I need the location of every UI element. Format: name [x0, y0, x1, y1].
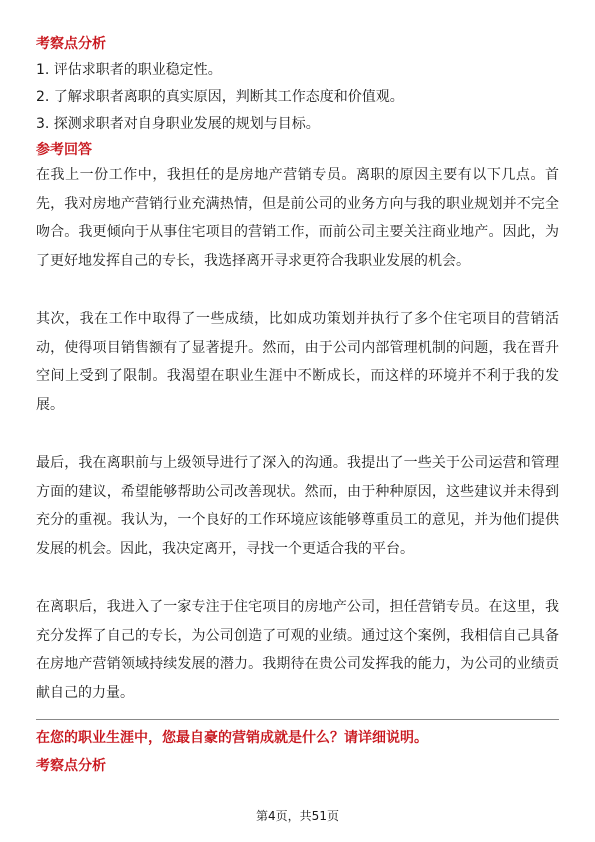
answer-heading: 参考回答 [36, 142, 92, 158]
analysis-heading: 考察点分析 [36, 36, 106, 52]
answer-paragraph-3: 最后，我在离职前与上级领导进行了深入的沟通。我提出了一些关于公司运营和管理方面的建议，希望能够帮助公司改善现状。然而，由于种种原因，这些建议并未得到充分的重视。我认为，一个良好的工作环境应该能够尊重员工的意见，并为他们提供发展的机会。因此，我决定离开，寻找一个更适合我的平台。 [36, 455, 559, 557]
analysis-item-2: 2. 了解求职者离职的真实原因，判断其工作态度和价值观。 [36, 89, 404, 105]
answer-paragraph-4: 在离职后，我进入了一家专注于住宅项目的房地产公司，担任营销专员。在这里，我充分发挥了自己的专长，为公司创造了可观的业绩。通过这个案例，我相信自己具备在房地产营销领域持续发展的潜力。我期待在贵公司发挥我的能力，为公司的业绩贡献自己的力量。 [36, 599, 559, 701]
document-page [36, 34, 559, 776]
analysis-item-3: 3. 探测求职者对自身职业发展的规划与目标。 [36, 116, 320, 132]
analysis-item-1: 1. 评估求职者的职业稳定性。 [36, 62, 222, 78]
next-analysis-heading: 考察点分析 [36, 758, 106, 774]
next-question: 在您的职业生涯中，您最自豪的营销成就是什么？请详细说明。 [36, 730, 428, 746]
section-divider [36, 719, 559, 720]
page-number-footer: 第4页，共51页 [256, 809, 339, 823]
answer-paragraph-2: 其次，我在工作中取得了一些成绩，比如成功策划并执行了多个住宅项目的营销活动，使得项目销售额有了显著提升。然而，由于公司内部管理机制的问题，我在晋升空间上受到了限制。我渴望在职业生涯中不断成长，而这样的环境并不利于我的发展。 [36, 311, 559, 413]
answer-paragraph-1: 在我上一份工作中，我担任的是房地产营销专员。离职的原因主要有以下几点。首先，我对房地产营销行业充满热情，但是前公司的业务方向与我的职业规划并不完全吻合。我更倾向于从事住宅项目的营销工作，而前公司主要关注商业地产。因此，为了更好地发挥自己的专长，我选择离开寻求更符合我职业发展的机会。 [36, 167, 559, 269]
